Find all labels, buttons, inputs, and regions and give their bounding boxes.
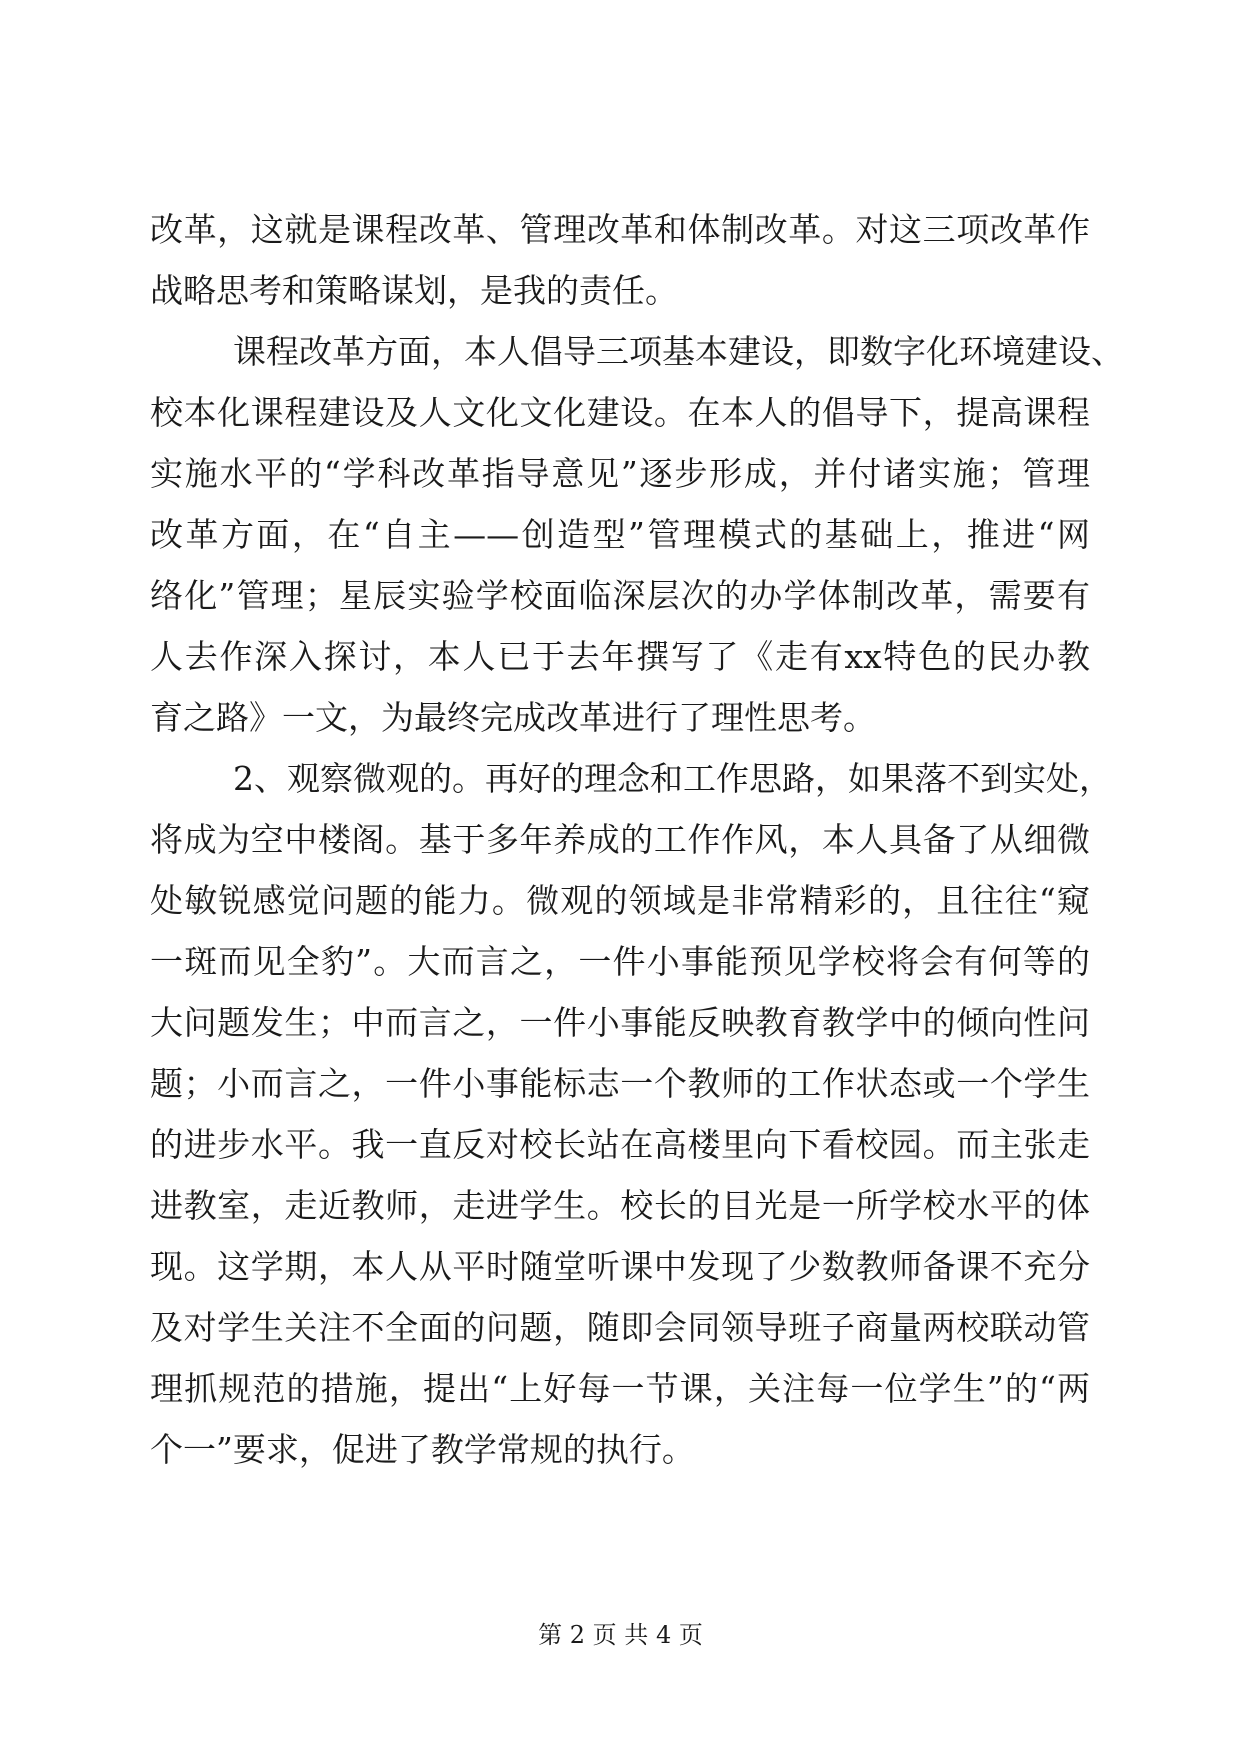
text-line: 理抓规范的措施，提出“上好每一节课，关注每一位学生”的“两: [150, 1369, 1090, 1408]
text-line: 处敏锐感觉问题的能力。微观的领域是非常精彩的，且往往“窥: [150, 881, 1090, 920]
text-line: 育之路》一文，为最终完成改革进行了理性思考。: [150, 698, 876, 737]
text-line: 个一”要求，促进了教学常规的执行。: [150, 1430, 695, 1469]
text-line: 校本化课程建设及人文化文化建设。在本人的倡导下，提高课程: [150, 393, 1090, 432]
text-line: 课程改革方面，本人倡导三项基本建设，即数字化环境建设、: [233, 332, 1124, 371]
text-line: 战略思考和策略谋划，是我的责任。: [150, 271, 678, 310]
text-line: 的进步水平。我一直反对校长站在高楼里向下看校园。而主张走: [150, 1125, 1090, 1164]
text-line: 实施水平的“学科改革指导意见”逐步形成，并付诸实施；管理: [150, 454, 1090, 493]
text-line: 改革，这就是课程改革、管理改革和体制改革。对这三项改革作: [150, 210, 1090, 249]
page-number-footer: 第 2 页 共 4 页: [538, 1621, 703, 1649]
text-line: 现。这学期，本人从平时随堂听课中发现了少数教师备课不充分: [150, 1247, 1090, 1286]
text-line: 一斑而见全豹”。大而言之，一件小事能预见学校将会有何等的: [150, 942, 1090, 981]
text-line: 大问题发生；中而言之，一件小事能反映教育教学中的倾向性问: [150, 1003, 1090, 1042]
text-line: 2、观察微观的。再好的理念和工作思路，如果落不到实处，: [233, 759, 1112, 798]
text-line: 及对学生关注不全面的问题，随即会同领导班子商量两校联动管: [150, 1308, 1090, 1347]
text-line: 将成为空中楼阁。基于多年养成的工作作风，本人具备了从细微: [150, 820, 1090, 859]
text-line: 改革方面，在“自主——创造型”管理模式的基础上，推进“网: [150, 515, 1090, 554]
text-line: 进教室，走近教师，走进学生。校长的目光是一所学校水平的体: [150, 1186, 1090, 1225]
text-line: 人去作深入探讨，本人已于去年撰写了《走有xx特色的民办教: [150, 637, 1090, 676]
text-line: 络化”管理；星辰实验学校面临深层次的办学体制改革，需要有: [150, 576, 1090, 615]
text-line: 题；小而言之，一件小事能标志一个教师的工作状态或一个学生: [150, 1064, 1090, 1103]
